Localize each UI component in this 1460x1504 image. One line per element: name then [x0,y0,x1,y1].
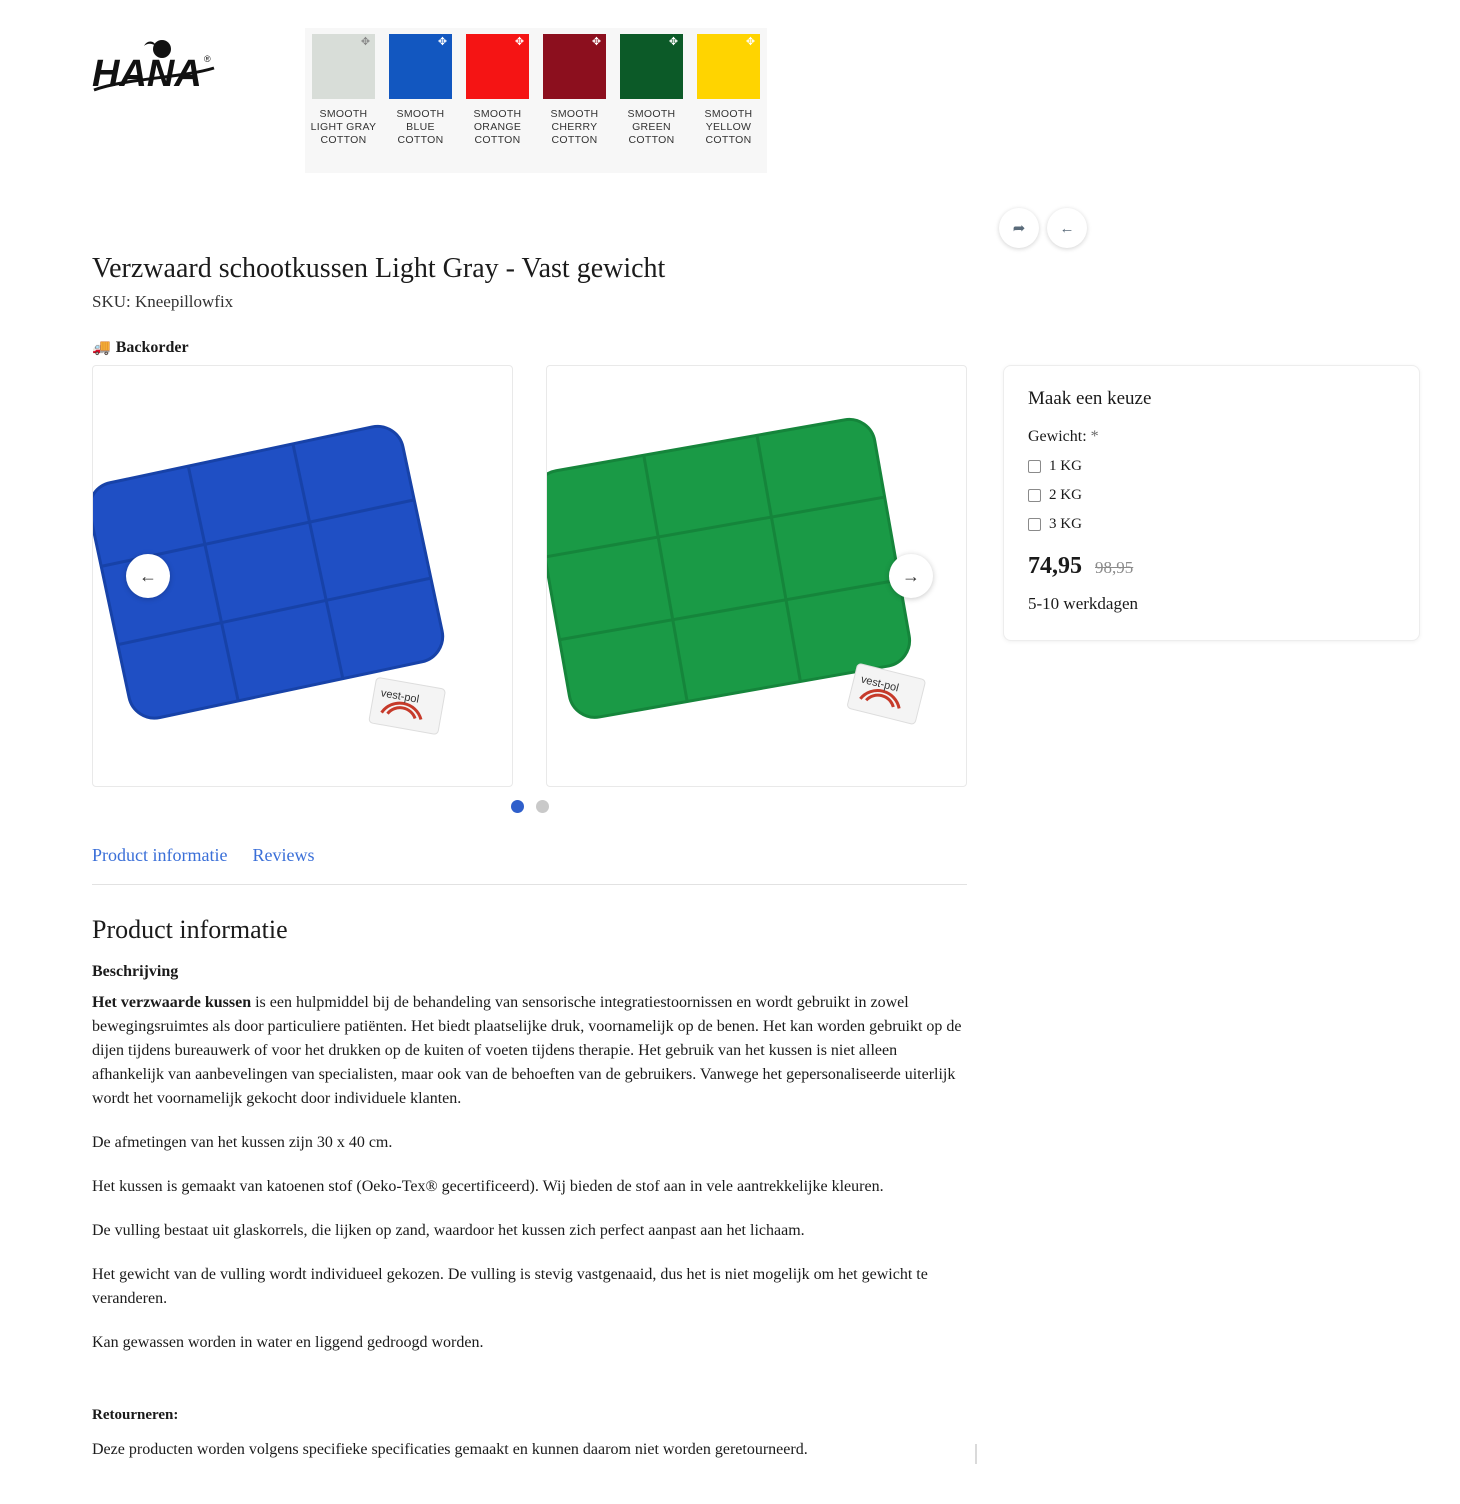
returns-heading: Retourneren: [92,1407,179,1423]
swatch-chip[interactable] [466,34,529,99]
description-paragraph: Kan gewassen worden in water en liggend gedroogd worden. [92,1334,484,1351]
option-label-2kg: 2 KG [1049,487,1082,503]
move-icon: ✥ [360,36,371,48]
section-heading: Product informatie [92,915,288,944]
swatch-smooth-blue-cotton[interactable] [382,28,459,173]
color-swatch-list [305,28,767,173]
option-row-2kg[interactable] [1028,487,1395,504]
product-title-block [92,252,992,357]
back-arrow-icon[interactable]: ← [1047,208,1087,248]
delivery-time: 5-10 werkdagen [1028,594,1138,613]
returns-text: Deze producten worden volgens specifieke specificaties gemaakt en kunnen daarom niet worden geretourneerd. [92,1441,808,1458]
move-icon: ✥ [591,36,602,48]
product-information-section [92,915,970,1482]
svg-text:vest-pol: vest-pol [379,687,420,706]
swatch-smooth-green-cotton[interactable] [613,28,690,173]
description-lead-bold: Het verzwaarde kussen [92,994,252,1011]
move-icon: ✥ [668,36,679,48]
option-label-1kg: 1 KG [1049,458,1082,474]
status-badge [92,338,992,357]
gallery-slide-blue[interactable] [92,365,513,787]
hana-logo[interactable] [92,38,222,98]
product-tabs [92,845,967,885]
svg-text:vest-pol: vest-pol [859,673,900,695]
gallery-prev-button[interactable]: ← [126,554,170,598]
swatch-label: SMOOTH BLUE COTTON [396,108,445,146]
tab-product-informatie[interactable]: Product informatie [92,845,228,865]
swatch-chip[interactable] [697,34,760,99]
swatch-smooth-cherry-cotton[interactable] [536,28,613,173]
svg-text:®: ® [204,54,211,64]
description-paragraph: Het kussen is gemaakt van katoenen stof (Oeko-Tex® gecertificeerd). Wij bieden de stof aan in vele aantrekkelijke kleuren. [92,1178,884,1195]
checkbox-1kg[interactable] [1028,460,1041,473]
gallery-dot-2[interactable] [536,800,549,813]
page-title: Verzwaard schootkussen Light Gray - Vast gewicht [92,253,666,284]
swatch-label: SMOOTH LIGHT GRAY COTTON [310,108,377,146]
floating-action-buttons [999,208,1087,248]
purchase-card [1003,365,1420,641]
checkbox-2kg[interactable] [1028,489,1041,502]
option-label [1028,428,1395,446]
price-row [1028,553,1395,580]
price-current: 74,95 [1028,553,1082,579]
svg-text:HANA: HANA [92,53,202,95]
price-old: 98,95 [1095,558,1134,577]
option-label-text: Gewicht: [1028,428,1087,445]
purchase-card-heading: Maak een keuze [1028,388,1152,409]
option-row-1kg[interactable] [1028,458,1395,475]
gallery-slide-green[interactable] [546,365,967,787]
swatch-chip[interactable] [543,34,606,99]
product-sku: SKU: Kneepillowfix [92,292,234,311]
option-label-3kg: 3 KG [1049,516,1082,532]
swatch-chip[interactable] [312,34,375,99]
gallery-next-button[interactable]: → [889,554,933,598]
product-gallery [92,365,967,787]
swatch-label: SMOOTH GREEN COTTON [627,108,676,146]
description-paragraph: De afmetingen van het kussen zijn 30 x 40 cm. [92,1134,393,1151]
swatch-label: SMOOTH CHERRY COTTON [550,108,599,146]
description-heading: Beschrijving [92,963,179,980]
required-mark: * [1090,428,1099,445]
status-badge-label: Backorder [115,338,189,356]
gallery-pagination [92,800,967,813]
option-row-3kg[interactable] [1028,516,1395,533]
description-lead-rest: is een hulpmiddel bij de behandeling van sensorische integratiestoornissen en wordt gebruikt in zowel bewegingsruimtes als door particuliere patiënten. Het biedt plaatselijke druk, voornamelijk op de benen. Het kan worden gebruikt op de dijen tijdens bureauwerk of voor het drukken op de kuiten of voeten tijdens therapie. Het gebruik van het kussen is niet alleen afhankelijk van aanbevelingen van specialisten, maar ook van de behoeften van de gebruikers. Vanwege het gepersonaliseerde uiterlijk wordt het voornamelijk gekocht door individuele klanten. [92,994,962,1107]
swatch-smooth-yellow-cotton[interactable] [690,28,767,173]
description-paragraph: Het gewicht van de vulling wordt individueel gekozen. De vulling is stevig vastgenaaid, dus het is niet mogelijk om het gewicht te veranderen. [92,1266,928,1307]
page-header [0,0,1460,180]
swatch-label: SMOOTH ORANGE COTTON [473,108,522,146]
description-lead [92,991,970,1111]
share-icon[interactable]: ➦ [999,208,1039,248]
swatch-smooth-orange-cotton[interactable] [459,28,536,173]
move-icon: ✥ [437,36,448,48]
swatch-label: SMOOTH YELLOW COTTON [704,108,753,146]
swatch-chip[interactable] [389,34,452,99]
truck-icon: 🚚 [92,340,111,356]
tab-reviews[interactable]: Reviews [252,845,315,865]
checkbox-3kg[interactable] [1028,518,1041,531]
description-paragraph: De vulling bestaat uit glaskorrels, die lijken op zand, waardoor het kussen zich perfect aanpast aan het lichaam. [92,1222,805,1239]
move-icon: ✥ [514,36,525,48]
swatch-smooth-light-gray-cotton[interactable] [305,28,382,173]
move-icon: ✥ [745,36,756,48]
swatch-chip[interactable] [620,34,683,99]
scroll-indicator [975,1444,977,1464]
gallery-dot-1[interactable] [511,800,524,813]
